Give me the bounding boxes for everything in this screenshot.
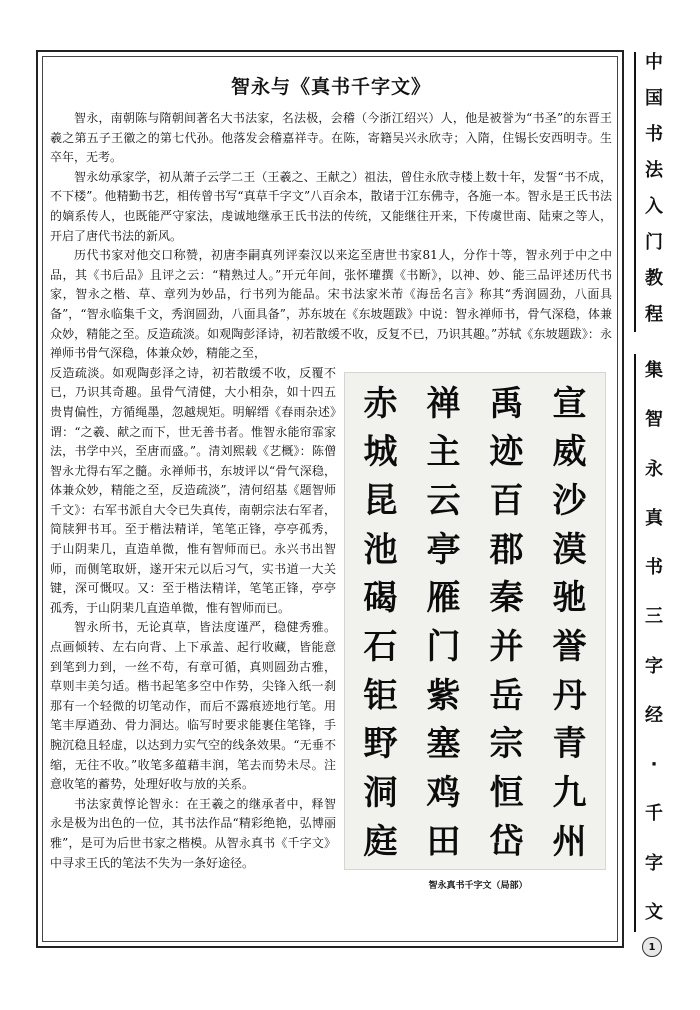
calligraphy-char: 州 — [552, 821, 587, 862]
calligraphy-char: 迹 — [489, 432, 524, 473]
text-and-figure — [50, 364, 612, 891]
calligraphy-char: 青 — [552, 724, 587, 765]
calligraphy-char: 郡 — [489, 529, 524, 570]
calligraphy-char: 紫 — [426, 675, 461, 716]
side-title-char: 集 — [645, 360, 663, 381]
side-title-char: 三 — [645, 606, 663, 628]
calligraphy-char: 秦 — [489, 578, 524, 619]
article — [50, 64, 612, 934]
side-title-char: 千 — [645, 803, 663, 825]
side-title-char: 文 — [645, 901, 663, 923]
side-title-char: 智 — [645, 409, 663, 431]
calligraphy-char: 野 — [363, 724, 398, 765]
side-title-char: 中 — [645, 52, 663, 73]
calligraphy-char: 驰 — [552, 578, 587, 619]
calligraphy-char: 丹 — [552, 675, 587, 716]
calligraphy-char: 禹 — [489, 383, 524, 424]
calligraphy-char: 宣 — [552, 383, 587, 424]
side-title-char: 字 — [645, 655, 663, 677]
side-title-char: 真 — [645, 507, 663, 529]
calligraphy-char: 鸡 — [426, 772, 461, 813]
series-title — [640, 54, 668, 324]
calligraphy-char: 亭 — [426, 529, 461, 570]
calligraphy-char: 沙 — [552, 481, 587, 522]
calligraphy-figure — [344, 364, 612, 891]
calligraphy-char: 九 — [552, 772, 587, 813]
side-title-char: 教 — [645, 268, 663, 289]
side-title-char: 法 — [645, 160, 663, 181]
paragraph-3-continued: 反造疏淡。如观陶彭泽之诗，初若散缓不收，反覆不已，乃识其奇趣。虽骨气清健，大小相杂，如十四五贵胄偏性，方循绳墨，忽越规矩。明解缙《春雨杂述》谓：“之羲、献之而下，世无善书者。惟智永能帘霏家法，书学中兴，至唐而盛。”。清刘熙载《艺概》：陈僧智永尤得右军之髓。永禅师书，东坡评以“骨气深稳，体兼众妙，精能之至，反造疏淡”，清何绍基《题智师千文》：右军书派自大令已失真传，南朝宗法右军者，简牍狎书耳。至于楷法精详，笔笔正锋，亭亭孤秀，于山阴棐几，直造单微，惟有智师而已。永兴书出智师，而侧笔取妍，遂开宋元以后习气，实书道一大关键，深可慨叹。又：至于楷法精详，笔笔正锋，亭亭孤秀，于山阴棐几直造单微，惟有智师而已。 — [50, 365, 336, 615]
book-title — [640, 362, 668, 922]
side-title-char: 书 — [645, 557, 663, 579]
calligraphy-column-1 — [552, 383, 587, 862]
calligraphy-char: 门 — [426, 627, 461, 667]
calligraphy-char: 洞 — [363, 772, 398, 813]
article-title: 智永与《真书千字文》 — [230, 76, 431, 98]
side-title-char: 门 — [645, 232, 663, 253]
side-title-char: 经 — [645, 704, 663, 726]
calligraphy-char: 宗 — [489, 724, 524, 765]
left-text-column — [50, 364, 336, 891]
calligraphy-char: 田 — [426, 821, 461, 862]
calligraphy-char: 岳 — [489, 675, 524, 716]
paragraph-5: 书法家黄惇论智永：在王羲之的继承者中，释智永是极为出色的一位，其书法作品“精彩绝艳，弘博丽雅”，是可为后世书家之楷模。从智永真书《千字文》中寻求王氏的笔法不失为一条好途径。 — [50, 796, 336, 870]
calligraphy-char: 并 — [489, 627, 524, 667]
side-title-char: 字 — [645, 852, 663, 874]
calligraphy-char: 赤 — [363, 383, 398, 424]
calligraphy-char: 雁 — [426, 578, 461, 619]
calligraphy-char: 恒 — [489, 772, 524, 813]
side-title-char: 入 — [645, 196, 663, 217]
calligraphy-char: 石 — [363, 627, 398, 667]
calligraphy-char: 昆 — [363, 481, 398, 522]
calligraphy-char: 塞 — [426, 724, 461, 765]
side-title-char: 程 — [645, 304, 663, 325]
side-divider-top — [634, 52, 636, 332]
calligraphy-char: 城 — [363, 432, 398, 473]
calligraphy-char: 漠 — [552, 529, 587, 570]
side-divider-bottom — [634, 354, 636, 932]
calligraphy-image — [344, 372, 606, 870]
calligraphy-char: 碣 — [363, 578, 398, 619]
calligraphy-char: 云 — [426, 481, 461, 522]
figure-caption: 智永真书千字文（局部） — [428, 880, 528, 891]
calligraphy-column-2 — [489, 383, 524, 862]
paragraph-2: 智永幼承家学，初从萧子云学二王（王羲之、王献之）祖法，曾住永欣寺楼上数十年，发誓“书不成，不下楼”。他精勤书艺，相传曾书写“真草千字文”八百余本，散诸于江东佛寺，各施一本。智永是王氏书法的嫡系传人，也既能严守家法，虔诚地继承王氏书法的传统，又能继往开来，下传虞世南、陆柬之等人，开启了唐代书法的新风。 — [50, 169, 612, 243]
paragraph-3: 历代书家对他交口称赞，初唐李嗣真列评秦汉以来迄至唐世书家81人，分作十等，智永列于中之中品，其《书后品》且评之云：“精熟过人。”开元年间，张怀瓘撰《书断》，以神、妙、能三品评述历代书家，智永之楷、草、章列为妙品，行书列为能品。宋书法家米芾《海岳名言》称其“秀润圆劲，八面具备”，“智永临集千文，秀润圆劲，八面具备”，苏东坡在《东坡题跋》中说：智永禅师书，骨气深稳，体兼众妙，精能之至。反造疏淡。如观陶彭泽诗，初若散缓不收，反复不已，乃识其趣。”苏轼《东坡题跋》：永禅师书骨气深稳，体兼众妙，精能之至， — [50, 248, 612, 361]
page-number: 1 — [642, 937, 662, 957]
side-title-char: 永 — [645, 458, 663, 480]
calligraphy-char: 庭 — [363, 821, 398, 862]
calligraphy-column-3 — [426, 383, 461, 862]
side-title-char: · — [650, 754, 658, 776]
calligraphy-char: 池 — [363, 529, 398, 570]
calligraphy-char: 誉 — [552, 627, 587, 667]
paragraph-1: 智永，南朝陈与隋朝间著名大书法家，名法极，会稽（今浙江绍兴）人，他是被誉为“书圣”的东晋王羲之第五子王徽之的第七代孙。他落发会稽嘉祥寺。在陈，寄籍吴兴永欣寺；入隋，住锡长安西明寺。生卒年，无考。 — [50, 111, 612, 165]
paragraph-4: 智永所书，无论真草，皆法度谨严，稳健秀雅。点画倾转、左右向背、上下承盖、起行收藏，皆能意到笔到力到，一丝不苟，有章可循，真则圆劲古雅，草则丰美匀适。楷书起笔多空中作势，尖锋入纸一刹那有一个轻微的切笔动作，而后不露痕迹地行笔。用笔丰厚遒劲、骨力洞达。临写时要求能裹住笔锋，手腕沉稳且轻虚，以达到力实气空的线条效果。“无垂不缩，无往不收。”收笔多蕴藉丰润，笔去而势未尽。注意收笔的蓄势，处理好收与放的关系。 — [50, 620, 336, 792]
calligraphy-char: 禅 — [426, 383, 461, 424]
calligraphy-char: 钜 — [363, 675, 398, 716]
calligraphy-char: 主 — [426, 432, 461, 473]
side-title-char: 书 — [645, 124, 663, 145]
calligraphy-char: 威 — [552, 432, 587, 473]
calligraphy-char: 百 — [489, 481, 524, 522]
calligraphy-column-4 — [363, 383, 398, 862]
side-title-char: 国 — [645, 88, 663, 109]
calligraphy-char: 岱 — [489, 821, 524, 862]
